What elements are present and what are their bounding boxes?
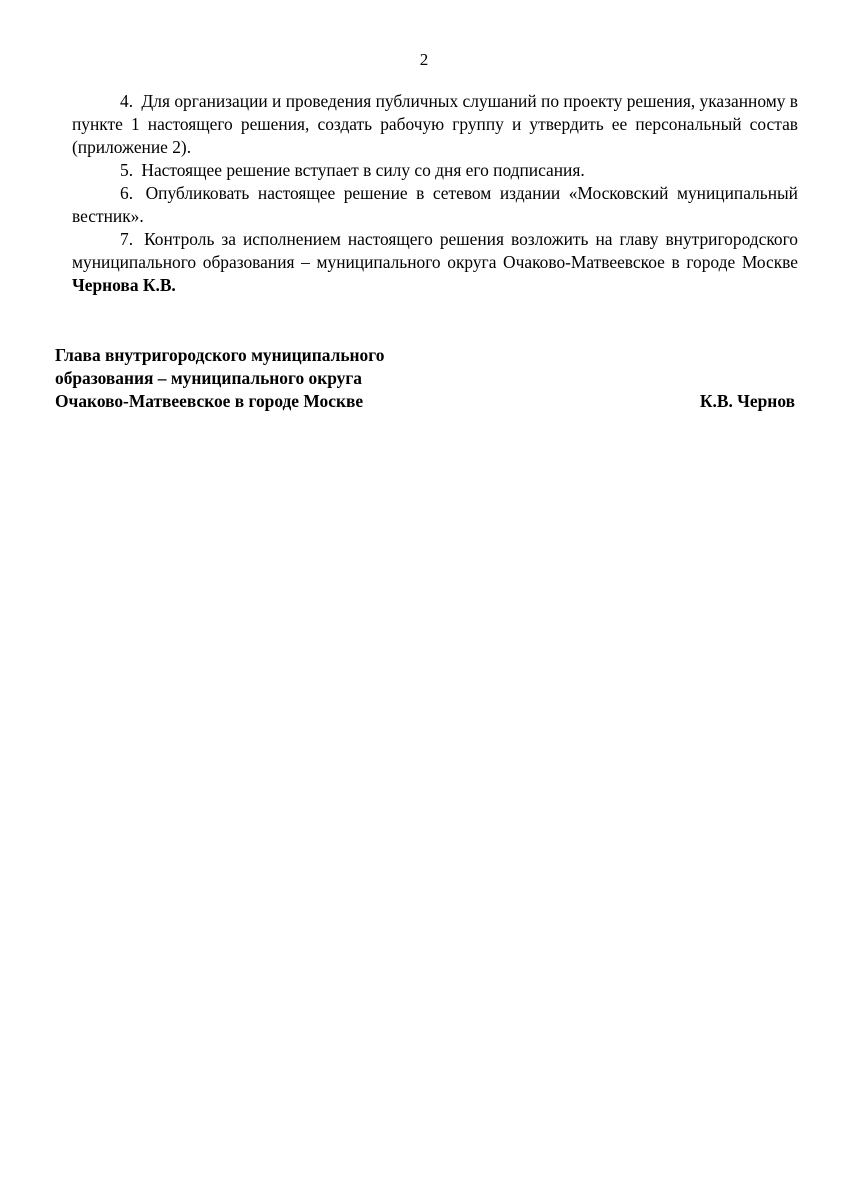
paragraph-number: 5. <box>120 160 134 180</box>
decision-body <box>72 90 798 297</box>
signatory-title-line-2: образования – муниципального округа <box>55 368 362 388</box>
paragraph-number: 4. <box>120 91 134 111</box>
paragraph-text: Контроль за исполнением настоящего решения возложить на главу внутригородского муниципального образования – муниципального округа Очаково-Матвеевское в городе Москве <box>72 229 798 272</box>
paragraph-number: 7. <box>120 229 134 249</box>
signature-row <box>55 390 795 413</box>
paragraph-7 <box>72 228 798 297</box>
paragraph-text: Настоящее решение вступает в силу со дня его подписания. <box>141 160 585 180</box>
paragraph-5 <box>72 159 798 182</box>
paragraph-6 <box>72 182 798 228</box>
paragraph-text: Для организации и проведения публичных слушаний по проекту решения, указанному в пункте 1 настоящего решения, создать рабочую группу и утвердить ее персональный состав (приложение 2). <box>72 91 798 157</box>
page-number: 2 <box>419 50 429 69</box>
signature-block <box>55 344 795 413</box>
signatory-name: К.В. Чернов <box>699 391 795 411</box>
responsible-person: Чернова К.В. <box>72 275 176 295</box>
paragraph-number: 6. <box>120 183 134 203</box>
signatory-title-line-3: Очаково-Матвеевское в городе Москве <box>55 391 364 411</box>
paragraph-4 <box>72 90 798 159</box>
paragraph-text: Опубликовать настоящее решение в сетевом издании «Московский муниципальный вестник». <box>72 183 798 226</box>
signatory-title-line-1: Глава внутригородского муниципального <box>55 345 385 365</box>
